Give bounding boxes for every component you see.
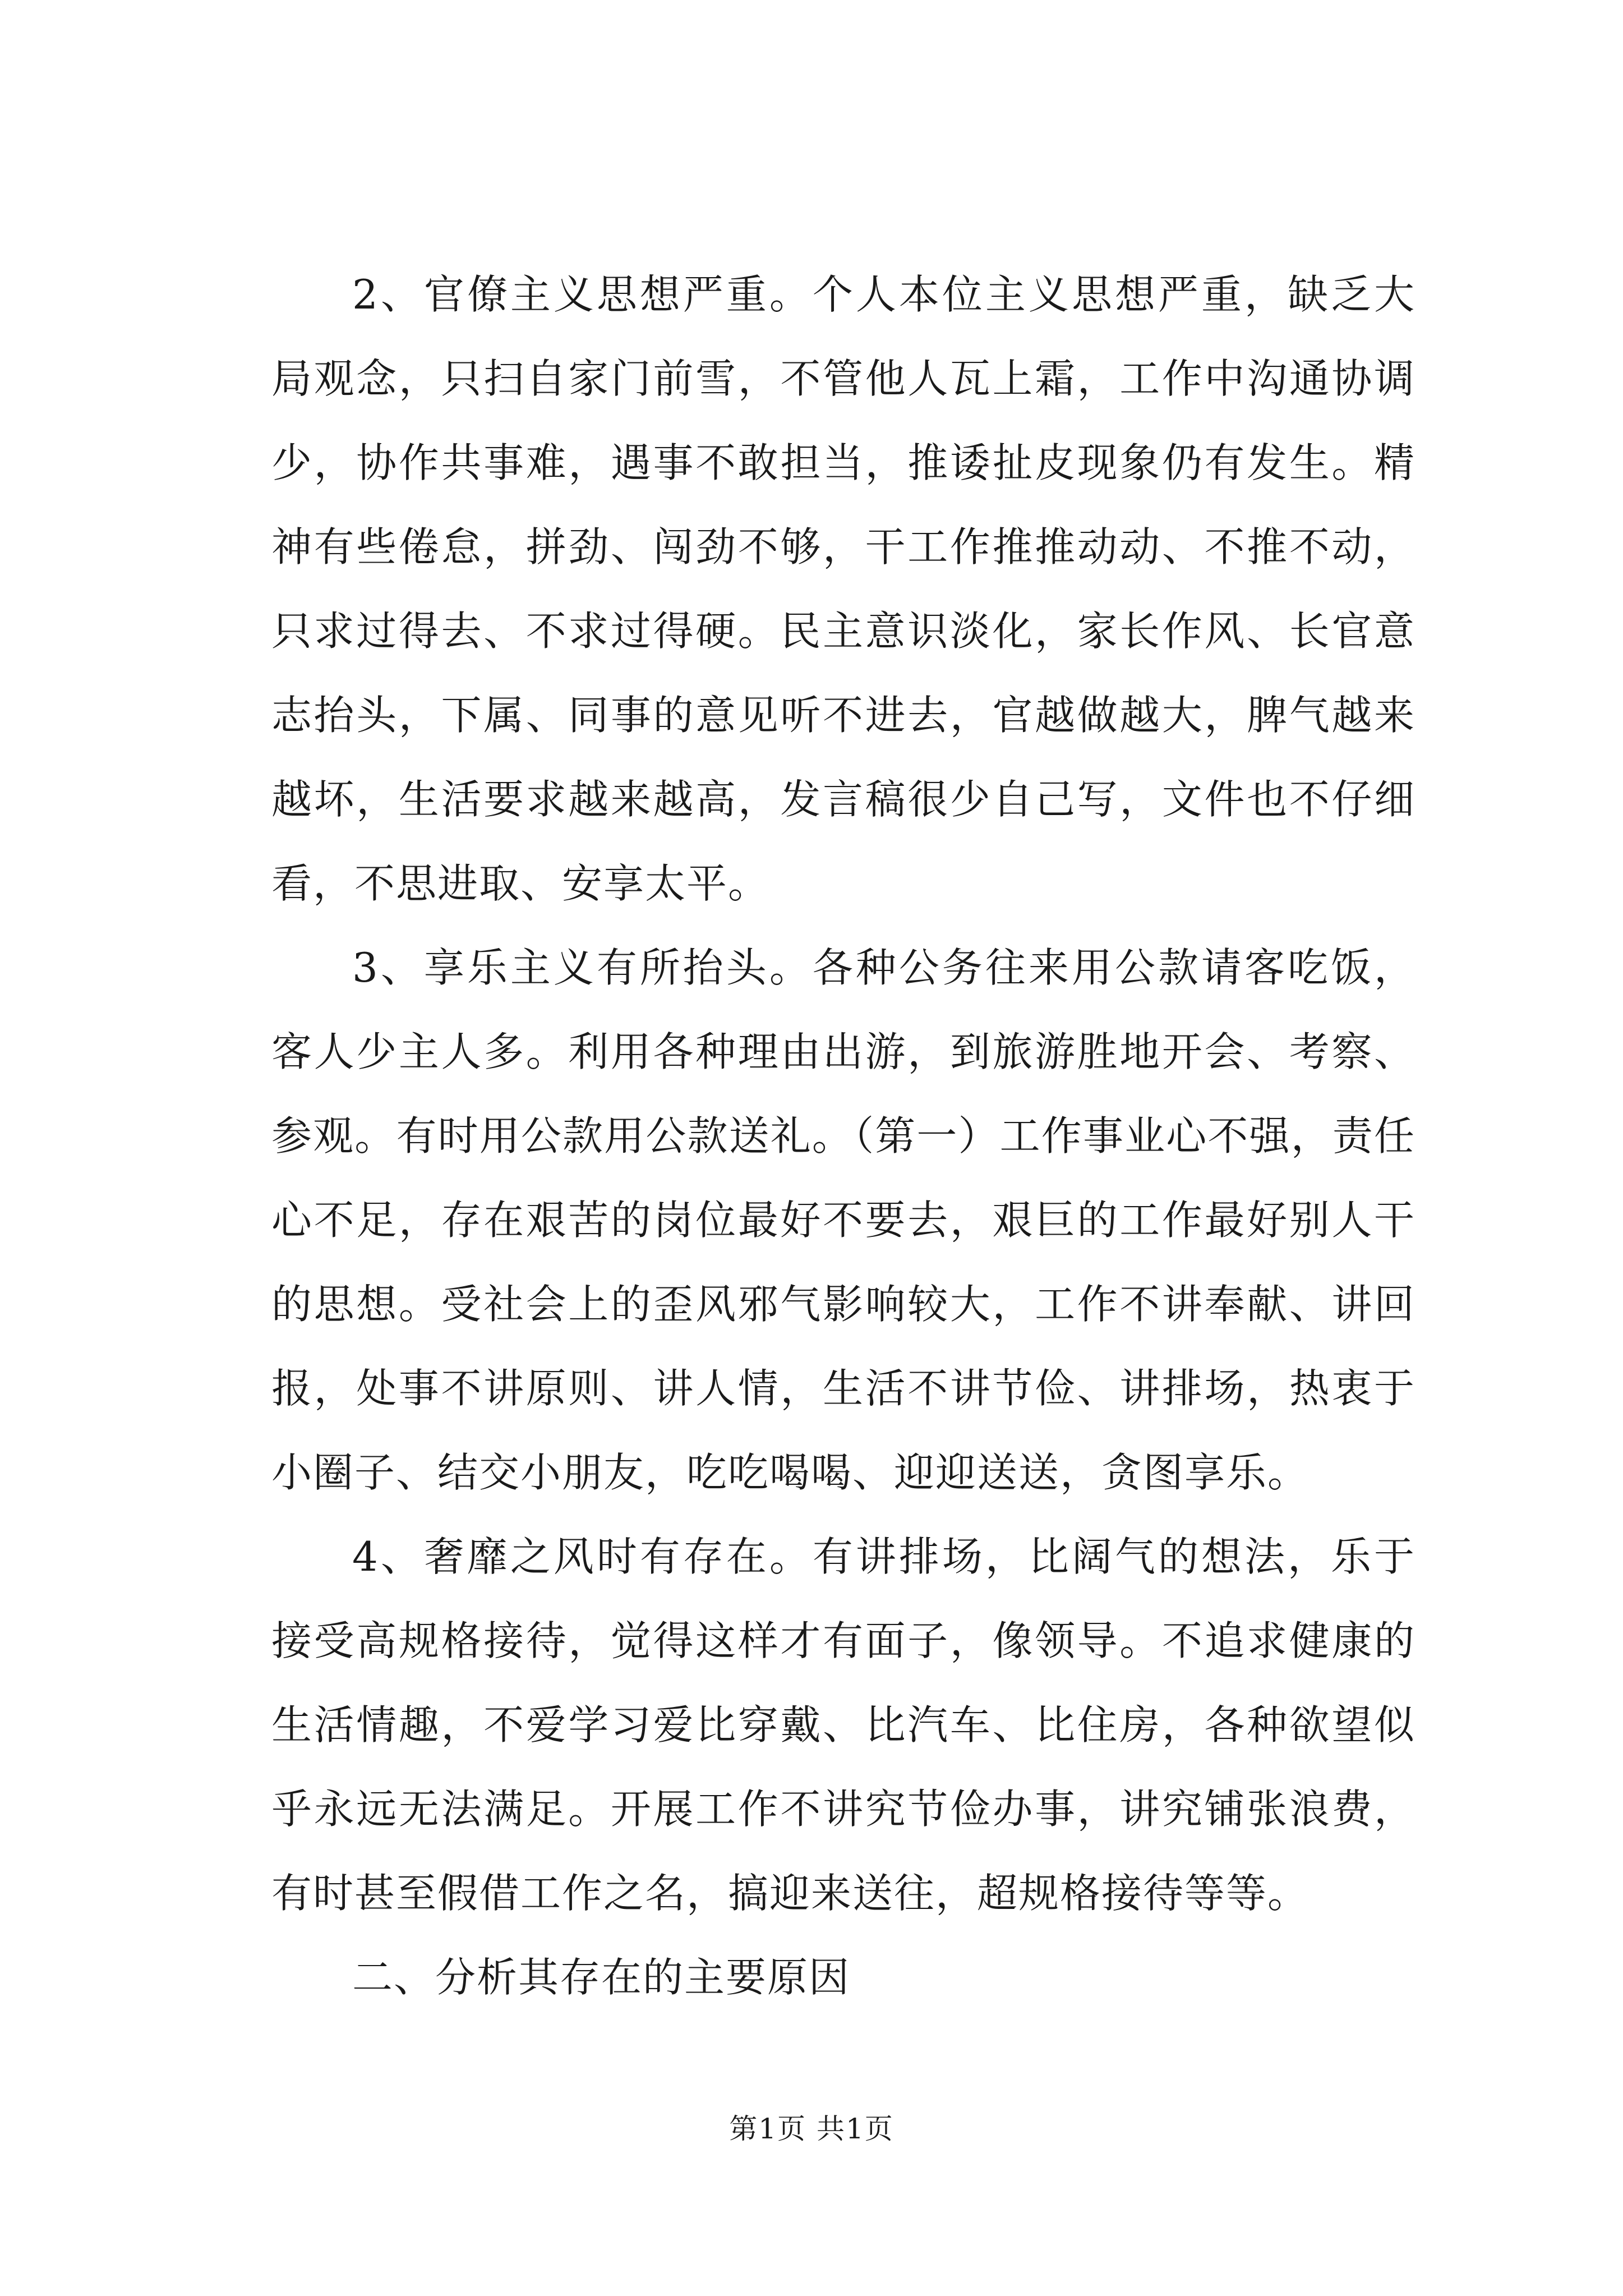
paragraph-hedonism: 3、享乐主义有所抬头。各种公务往来用公款请客吃饭，客人少主人多。利用各种理由出游，到旅游胜地开会、考察、参观。有时用公款用公款送礼。（第一）工作事业心不强，责任心不足，存在艰苦的岗位最好不要去，艰巨的工作最好别人干的思想。受社会上的歪风邪气影响较大，工作不讲奉献、讲回报，处事不讲原则、讲人情，生活不讲节俭、讲排场，热衷于小圈子、结交小朋友，吃吃喝喝、迎迎送送，贪图享乐。: [271, 944, 1415, 1496]
paragraph-extravagance: 4、奢靡之风时有存在。有讲排场，比阔气的想法，乐于接受高规格接待，觉得这样才有面子，像领导。不追求健康的生活情趣，不爱学习爱比穿戴、比汽车、比住房，各种欲望似乎永远无法满足。开展工作不讲究节俭办事，讲究铺张浪费，有时甚至假借工作之名，搞迎来送往，超规格接待等等。: [271, 1533, 1415, 1917]
section-heading: 二、分析其存在的主要原因: [352, 1954, 851, 2001]
page-footer: 第1页 共1页: [729, 2113, 894, 2145]
document-body: [271, 252, 1415, 2019]
paragraph-bureaucracy: 2、官僚主义思想严重。个人本位主义思想严重，缺乏大局观念，只扫自家门前雪，不管他人瓦上霜，工作中沟通协调少，协作共事难，遇事不敢担当，推诿扯皮现象仍有发生。精神有些倦怠，拼劲、闯劲不够，干工作推推动动、不推不动，只求过得去、不求过得硬。民主意识淡化，家长作风、长官意志抬头，下属、同事的意见听不进去，官越做越大，脾气越来越坏，生活要求越来越高，发言稿很少自己写，文件也不仔细看，不思进取、安享太平。: [271, 271, 1415, 907]
